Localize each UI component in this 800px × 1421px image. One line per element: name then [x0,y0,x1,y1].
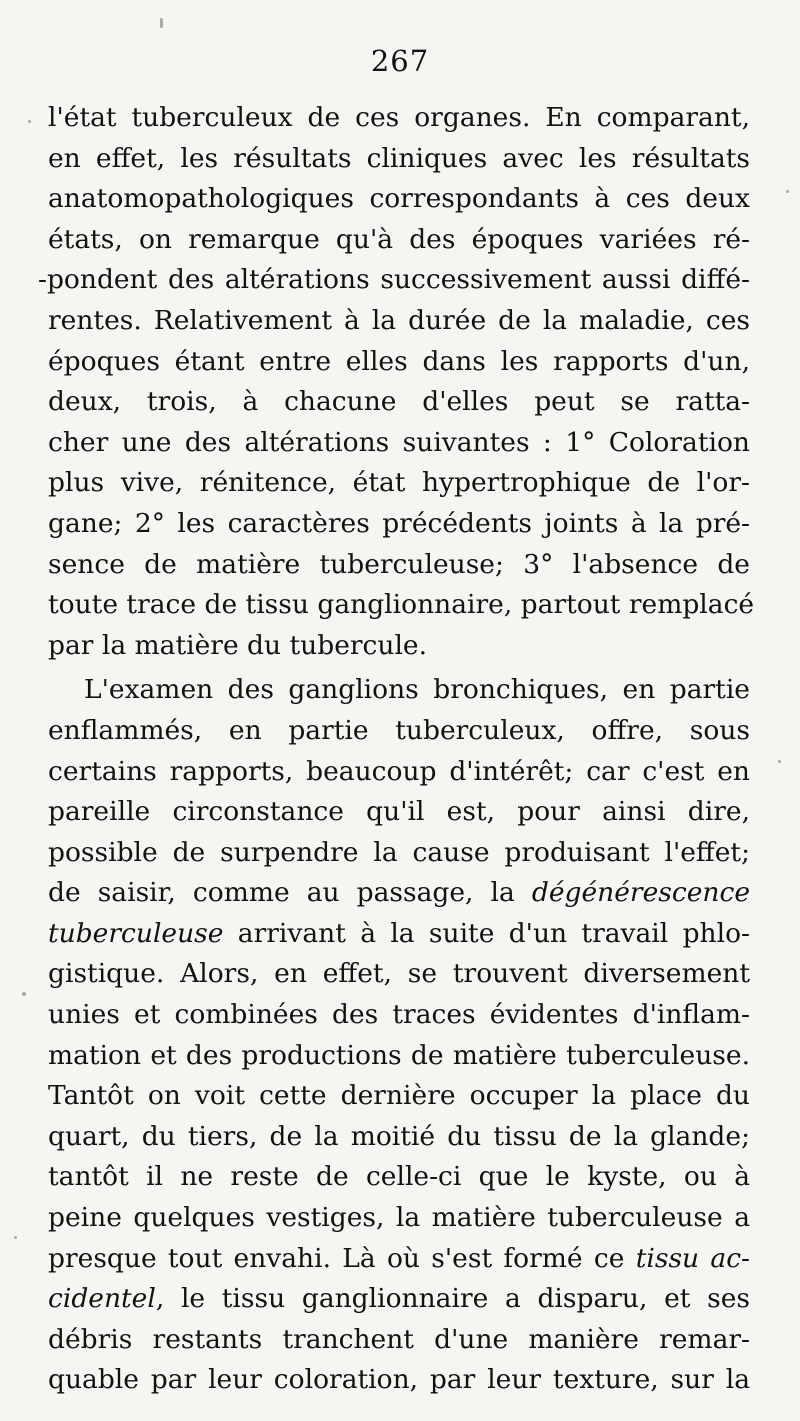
paper-speck [160,18,163,28]
text-line: Tantôt on voit cette dernière occuper la place du [48,1080,750,1112]
text-line: l'état tuberculeux de ces organes. En comparant, [48,102,750,133]
text-segment: presque tout envahi. Là où s'est formé ce [48,1242,636,1274]
page-number: 267 [370,44,430,78]
paper-speck [778,760,781,763]
text-line: quable par leur coloration, par leur texture, sur la [48,1364,750,1396]
text-line: mation et des productions de matière tuberculeuse. [48,1039,750,1071]
text-line: sence de matière tuberculeuse; 3° l'absence de [48,548,750,580]
text-line: plus vive, rénitence, état hypertrophique de l'or- [48,467,750,499]
text-segment: arrivant à la suite d'un travail phlo- [223,917,750,949]
text-line [48,1279,750,1320]
text-line [48,873,750,914]
italic-term: tissu ac- [635,1242,750,1274]
italic-term: cidentel [48,1283,156,1315]
italic-term: tuberculeuse [48,917,224,949]
paper-speck [22,992,26,996]
body-text [38,98,755,1401]
paper-speck [786,190,789,193]
text-line: -pondent des altérations successivement aussi diffé- [38,264,750,296]
text-line: peine quelques vestiges, la matière tuberculeuse a [48,1202,750,1234]
text-line: débris restants tranchent d'une manière remar- [48,1323,750,1355]
text-line: tantôt il ne reste de celle-ci que le kyste, ou à [48,1161,750,1193]
text-line: toute trace de tissu ganglionnaire, partout remplacé [48,589,755,621]
text-line [48,914,750,955]
text-line: pareille circonstance qu'il est, pour ainsi dire, [48,796,750,828]
text-segment: de saisir, comme au passage, la [48,877,532,909]
text-line [48,1239,750,1280]
text-line: états, on remarque qu'à des époques variées ré- [48,223,750,255]
text-line: par la matière du tubercule. [48,629,428,661]
text-line: anatomopathologiques correspondants à ces deux [48,183,750,215]
text-line: possible de surpendre la cause produisant l'effet; [48,836,750,868]
text-line: gistique. Alors, en effet, se trouvent diversement [48,958,750,990]
text-line: unies et combinées des traces évidentes d'inflam- [48,999,750,1031]
text-line: époques étant entre elles dans les rapports d'un, [48,345,750,377]
text-line: rentes. Relativement à la durée de la maladie, ces [48,304,750,336]
text-line: enflammés, en partie tuberculeux, offre, sous [48,714,750,746]
text-line: cher une des altérations suivantes : 1° Coloration [48,426,750,458]
text-line: deux, trois, à chacune d'elles peut se ratta- [48,386,750,418]
italic-term: dégénérescence [531,877,750,909]
text-line: en effet, les résultats cliniques avec les résultats [48,142,750,174]
text-segment: , le tissu ganglionnaire a disparu, et ses [155,1283,750,1315]
text-line: quart, du tiers, de la moitié du tissu de la glande; [48,1120,750,1152]
paper-speck [28,120,31,123]
text-line: certains rapports, beaucoup d'intérêt; car c'est en [48,755,750,787]
text-line: gane; 2° les caractères précédents joints à la pré- [48,507,750,539]
text-line: L'examen des ganglions bronchiques, en partie [84,674,750,706]
paper-speck [14,1236,17,1239]
